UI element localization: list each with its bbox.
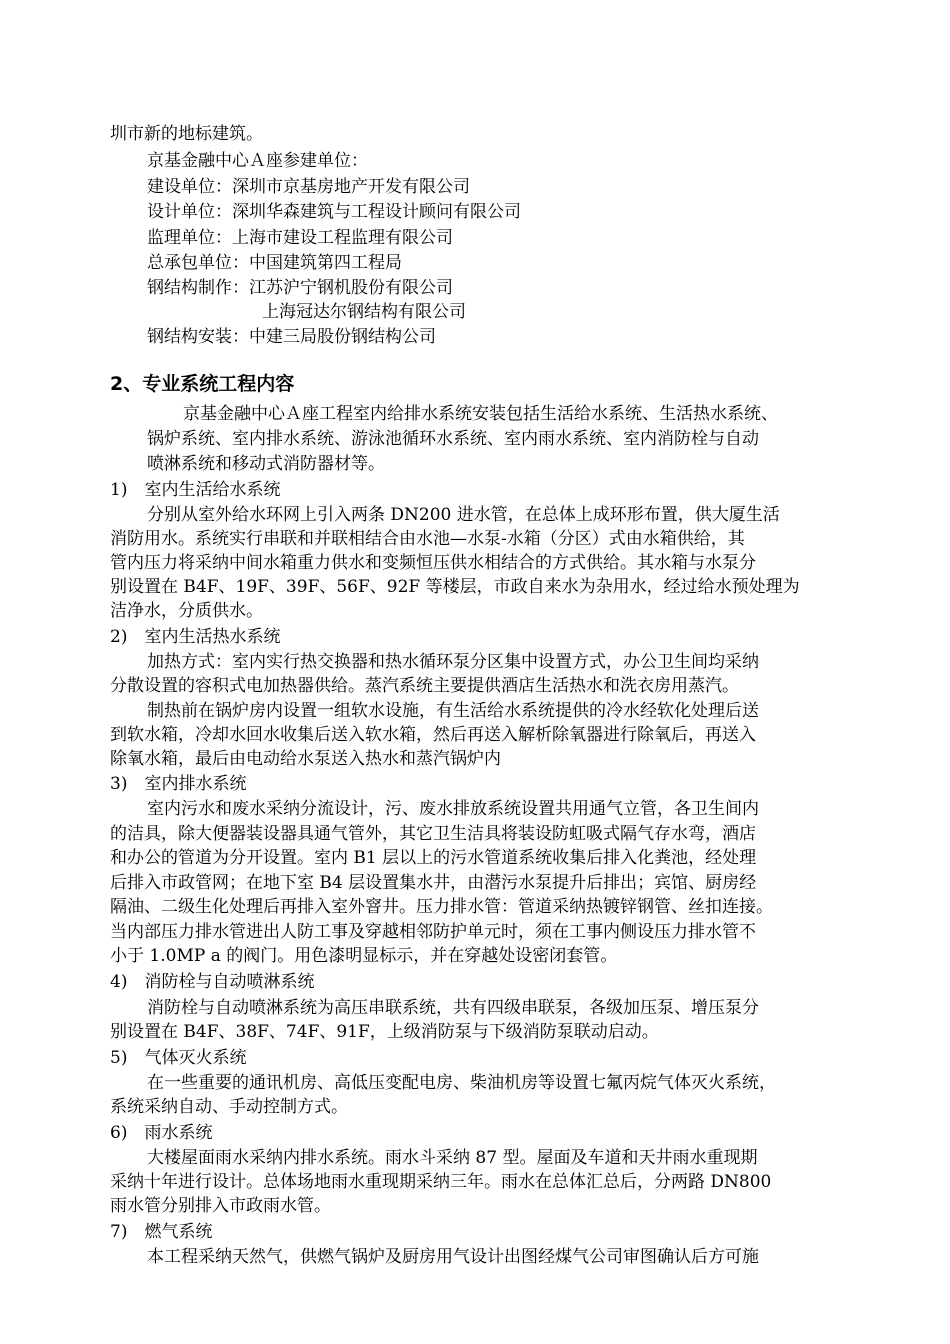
paragraph-line: 大楼屋面雨水采纳内排水系统。雨水斗采纳 87 型。屋面及车道和天井雨水重现期 — [147, 1148, 758, 1168]
paragraph-line: 当内部压力排水管进出人防工事及穿越相邻防护单元时，须在工事内侧设压力排水管不 — [110, 922, 756, 942]
paragraph-line: 隔油、二级生化处理后再排入室外窨井。压力排水管：管道采纳热镀锌钢管、丝扣连接。 — [110, 897, 773, 917]
paragraph-line: 分散设置的容积式电加热器供给。蒸汽系统主要提供酒店生活热水和洗衣房用蒸汽。 — [110, 676, 739, 696]
participants-heading: 京基金融中心Ａ座参建单位： — [147, 151, 368, 171]
paragraph-line: 和办公的管道为分开设置。室内 B1 层以上的污水管道系统收集后排入化粪池，经处理 — [110, 848, 757, 868]
paragraph-line: 喷淋系统和移动式消防器材等。 — [147, 454, 385, 474]
paragraph-line: 加热方式：室内实行热交换器和热水循环泵分区集中设置方式，办公卫生间均采纳 — [147, 652, 759, 672]
subsection-heading: 4) 消防栓与自动喷淋系统 — [110, 972, 315, 992]
paragraph-line: 别设置在 B4F、38F、74F、91F，上级消防泵与下级消防泵联动启动。 — [110, 1022, 659, 1042]
paragraph-line: 别设置在 B4F、19F、39F、56F、92F 等楼层，市政自来水为杂用水，经过给水预处理为 — [110, 577, 800, 597]
participant-line: 上海冠达尔钢结构有限公司 — [262, 302, 466, 322]
paragraph-line: 室内污水和废水采纳分流设计，污、废水排放系统设置共用通气立管，各卫生间内 — [147, 799, 759, 819]
participant-line: 钢结构安装：中建三局股份钢结构公司 — [147, 327, 436, 347]
paragraph-line: 除氧水箱，最后由电动给水泵送入热水和蒸汽锅炉内 — [110, 749, 501, 769]
paragraph-line: 京基金融中心Ａ座工程室内给排水系统安装包括生活给水系统、生活热水系统、 — [183, 404, 778, 424]
paragraph-line: 分别从室外给水环网上引入两条 DN200 进水管，在总体上成环形布置，供大厦生活 — [147, 505, 780, 525]
subsection-heading: 3) 室内排水系统 — [110, 774, 247, 794]
subsection-heading: 5) 气体灭火系统 — [110, 1048, 247, 1068]
subsection-heading: 1) 室内生活给水系统 — [110, 480, 281, 500]
paragraph-line: 管内压力将采纳中间水箱重力供水和变频恒压供水相结合的方式供给。其水箱与水泵分 — [110, 553, 756, 573]
paragraph-line: 雨水管分别排入市政雨水管。 — [110, 1196, 331, 1216]
intro-line: 圳市新的地标建筑。 — [110, 124, 263, 144]
paragraph-line: 锅炉系统、室内排水系统、游泳池循环水系统、室内雨水系统、室内消防栓与自动 — [147, 429, 759, 449]
participant-line: 钢结构制作：江苏沪宁钢机股份有限公司 — [147, 278, 453, 298]
paragraph-line: 本工程采纳天然气，供燃气锅炉及厨房用气设计出图经煤气公司审图确认后方可施 — [147, 1247, 759, 1267]
paragraph-line: 采纳十年进行设计。总体场地雨水重现期采纳三年。雨水在总体汇总后，分两路 DN800 — [110, 1172, 772, 1192]
paragraph-line: 消防用水。系统实行串联和并联相结合由水池—水泵-水箱（分区）式由水箱供给，其 — [110, 529, 745, 549]
subsection-heading: 2) 室内生活热水系统 — [110, 627, 281, 647]
participant-line: 监理单位：上海市建设工程监理有限公司 — [147, 228, 453, 248]
subsection-heading: 6) 雨水系统 — [110, 1123, 213, 1143]
paragraph-line: 小于 1.0MP a 的阀门。用色漆明显标示，并在穿越处设密闭套管。 — [110, 946, 618, 966]
paragraph-line: 洁净水，分质供水。 — [110, 601, 263, 621]
paragraph-line: 到软水箱，冷却水回水收集后送入软水箱，然后再送入解析除氧器进行除氧后，再送入 — [110, 725, 756, 745]
participant-line: 总承包单位：中国建筑第四工程局 — [147, 253, 402, 273]
participant-line: 建设单位：深圳市京基房地产开发有限公司 — [147, 177, 470, 197]
paragraph-line: 制热前在锅炉房内设置一组软水设施，有生活给水系统提供的冷水经软化处理后送 — [147, 701, 759, 721]
paragraph-line: 后排入市政管网；在地下室 B4 层设置集水井，由潜污水泵提升后排出；宾馆、厨房经 — [110, 873, 757, 893]
paragraph-line: 消防栓与自动喷淋系统为高压串联系统，共有四级串联泵，各级加压泵、增压泵分 — [147, 998, 759, 1018]
paragraph-line: 系统采纳自动、手动控制方式。 — [110, 1097, 348, 1117]
section-title: 2、专业系统工程内容 — [110, 373, 295, 395]
participant-line: 设计单位：深圳华森建筑与工程设计顾问有限公司 — [147, 202, 521, 222]
paragraph-line: 的洁具，除大便器装设器具通气管外，其它卫生洁具将装设防虹吸式隔气存水弯，酒店 — [110, 824, 756, 844]
subsection-heading: 7) 燃气系统 — [110, 1222, 213, 1242]
paragraph-line: 在一些重要的通讯机房、高低压变配电房、柴油机房等设置七氟丙烷气体灭火系统， — [147, 1073, 776, 1093]
